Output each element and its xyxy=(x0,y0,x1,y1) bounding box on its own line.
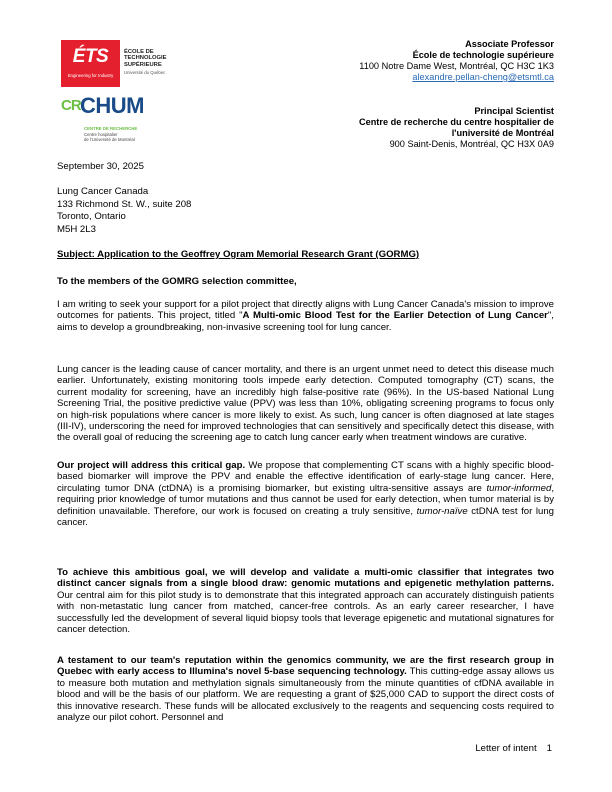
ets-name-line: SUPÉRIEURE xyxy=(124,61,162,68)
paragraph-intro xyxy=(57,299,554,333)
salutation: To the members of the GOMRG selection committee, xyxy=(57,276,297,287)
p3-text: , requiring prior knowledge of tumor mutations and thus cannot be used for early detection, when tumor material is by definition unavailable. Therefore, our work is focused on creating a truly sensitive, xyxy=(57,482,554,517)
author2-header xyxy=(359,106,554,150)
author2-institution-line1: Centre de recherche du centre hospitalier de xyxy=(358,117,554,127)
p5-text: This cutting-edge assay allows us to measure both mutation and methylation signals simultaneously from the minute quantities of cfDNA available in blood and will be the basis of our platform. We are requesting a grant of $25,000 CAD to support the direct costs of this innovative research. These funds will be allocated exclusively to the reagents and sequencing costs required to analyze our pilot cohort. Personnel and xyxy=(57,666,555,724)
footer-label: Letter of intent xyxy=(475,743,537,754)
crchum-logo xyxy=(61,93,171,147)
p1-text: I am writing to seek your support for a pilot project that directly aligns with Lung Cancer Canada's mission to improve outcomes for patients. This project, titled " xyxy=(57,299,554,322)
p3-italic-term: tumor-informed xyxy=(486,482,552,494)
paragraph-team xyxy=(57,655,554,723)
p4-lead: To achieve this ambitious goal, we will develop and validate a multi-omic classifier that integrates two distinct cancer signals from a single blood draw: genomic mutations and epigenetic methylation patterns. xyxy=(57,567,554,590)
p3-text-end: ctDNA test for lung cancer. xyxy=(57,505,554,529)
ets-logo-subtitle: Université du Québec xyxy=(124,70,166,75)
recipient-street: 133 Richmond St. W., suite 208 xyxy=(57,198,192,210)
paragraph-approach xyxy=(57,567,554,635)
page-number: 1 xyxy=(546,743,552,754)
crchum-logo-lines xyxy=(84,132,135,142)
author1-institution: École de technologie supérieure xyxy=(412,50,554,60)
author2-address: 900 Saint-Denis, Montréal, QC H3X 0A9 xyxy=(389,139,554,149)
ets-logo-name xyxy=(124,49,167,68)
page-footer xyxy=(475,743,552,754)
author1-email-link[interactable]: alexandre.pellan-cheng@etsmtl.ca xyxy=(412,72,554,82)
crchum-logo-line3: de l'Université de Montréal xyxy=(84,137,135,143)
date-and-recipient xyxy=(57,161,554,237)
ets-logo-mark: ÉTS xyxy=(72,46,109,67)
letter-date: September 30, 2025 xyxy=(57,161,144,172)
ets-logo xyxy=(61,40,182,87)
crchum-logo-chum: CHUM xyxy=(80,93,144,118)
crchum-logo-line2: Centre hospitalier xyxy=(84,132,118,137)
p1-text-end: ", aims to develop a groundbreaking, non-invasive screening tool for lung cancer. xyxy=(57,310,554,333)
paragraph-gap xyxy=(57,460,554,528)
p3-lead: Our project will address this critical gap. xyxy=(57,460,246,471)
ets-logo-box xyxy=(61,40,120,87)
author2-title: Principal Scientist xyxy=(474,106,554,116)
recipient-postal: M5H 2L3 xyxy=(57,223,96,235)
author1-title: Associate Professor xyxy=(465,39,554,49)
recipient-city: Toronto, Ontario xyxy=(57,211,126,223)
p3-italic-term: tumor-naïve xyxy=(416,505,468,517)
project-title: A Multi-omic Blood Test for the Earlier Detection of Lung Cancer xyxy=(242,310,548,322)
ets-name-line: ÉCOLE DE xyxy=(124,49,154,55)
author1-address: 1100 Notre Dame West, Montréal, QC H3C 1K3 xyxy=(359,61,554,71)
p3-text: We propose that complementing CT scans with a highly specific blood-based biomarker will improve the PPV and enable the effective identification of early-stage lung cancer. Here, circulating tumor DNA (ctDNA) is a promising biomarker, but existing ultra-sensitive assays are xyxy=(57,460,554,494)
ets-logo-tagline: Engineering for Industry xyxy=(67,73,114,78)
author2-institution-line2: l'université de Montréal xyxy=(451,128,554,138)
recipient-name: Lung Cancer Canada xyxy=(57,186,149,198)
crchum-logo-line1: CENTRE DE RECHERCHE xyxy=(84,126,138,131)
ets-name-line: TECHNOLOGIE xyxy=(124,55,167,62)
p5-lead: A testament to our team's reputation within the genomics community, we are the first research group in Quebec with early access to Illumina's novel 5-base sequencing technology. xyxy=(57,655,554,678)
author1-header xyxy=(359,39,554,83)
paragraph-background: Lung cancer is the leading cause of cancer mortality, and there is an urgent unmet need to detect this disease much earlier. Unfortunately, existing monitoring tools impede early detection. Computed tomography (CT) scans, the current modality for screening, have an incredibly high false-positive rate (96%). In the US-based National Lung Screening Trial, the positive predictive value (PPV) was less than 10%, obligating screening programs to focus only on high-risk populations where cancer is more likely to exist. As such, lung cancer is often diagnosed at late stages (III-IV), underscoring the need for improved technologies that can sensitively and specifically detect this disease, with the overall goal of reducing the screening age to catch lung cancer early when treatment windows are curative. xyxy=(57,364,554,444)
subject-line: Subject: Application to the Geoffrey Ogram Memorial Research Grant (GORMG) xyxy=(57,249,420,260)
p4-text: Our central aim for this pilot study is to demonstrate that this integrated approach can accurately distinguish patients with non-metastatic lung cancer from matched, cancer-free controls. As an early career researcher, I have successfully led the development of several liquid biopsy tools that leverage epigenetic and mutational signatures for cancer detection. xyxy=(57,589,554,636)
crchum-logo-cr: CR xyxy=(61,97,81,114)
